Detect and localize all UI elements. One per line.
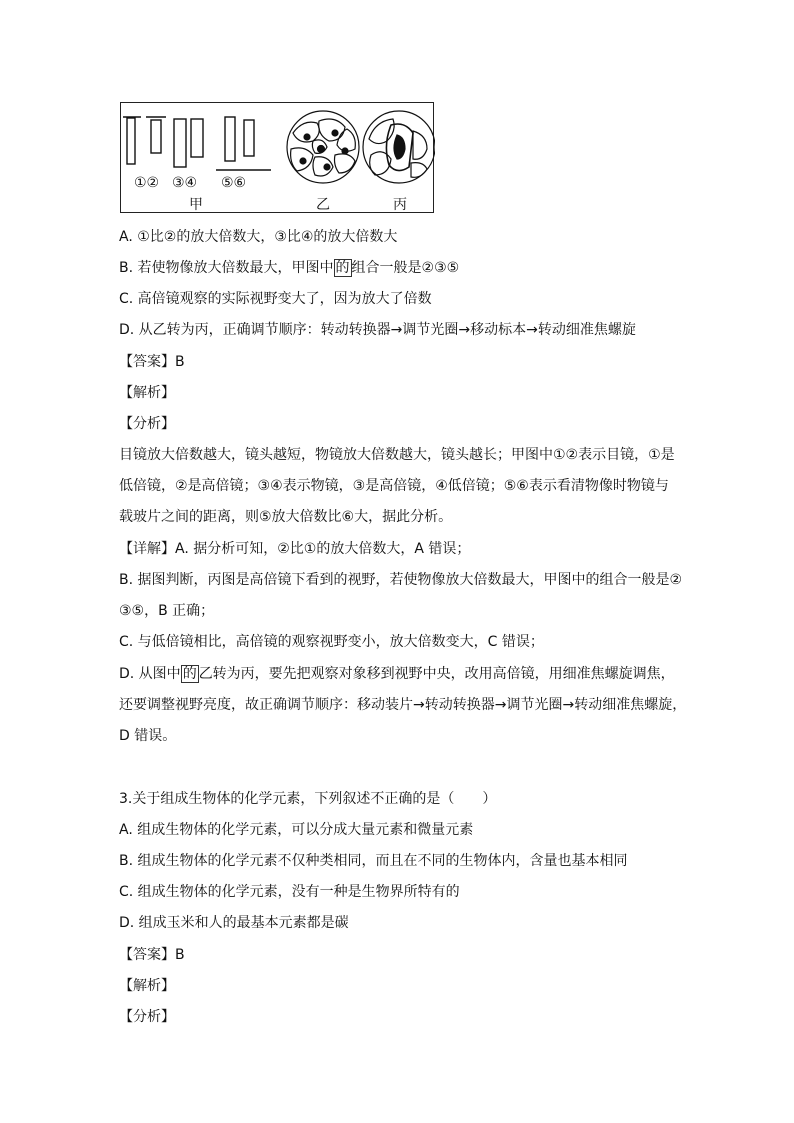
q2-answer: 【答案】B <box>119 354 185 370</box>
q3-jiexi-heading: 【解析】 <box>119 978 175 994</box>
q3-option-d: D. 组成玉米和人的最基本元素都是碳 <box>119 915 349 931</box>
q3-fenxi-heading: 【分析】 <box>119 1009 175 1025</box>
q3-stem: 3.关于组成生物体的化学元素，下列叙述不正确的是（ ） <box>119 791 497 807</box>
field-of-view-yi-icon <box>287 111 359 183</box>
q2-detail-line-5-post: 乙转为丙，要先把观察对象移到视野中央，改用高倍镜，用细准焦螺旋调焦， <box>198 666 675 682</box>
q2-analysis-line-1: 目镜放大倍数越大，镜头越短，物镜放大倍数越大，镜头越长；甲图中①②表示目镜，①是 <box>119 447 675 463</box>
field-of-view-bing-icon <box>363 111 435 183</box>
q2-detail-line-5-pre: D. 从图中 <box>119 666 181 682</box>
lens-3-icon <box>174 119 186 167</box>
q2-detail-line-5-boxed-char: 的 <box>182 666 197 682</box>
lens-label-1-2: ①② <box>134 175 160 191</box>
q2-analysis-line-2: 低倍镜，②是高倍镜；③④表示物镜，③是高倍镜，④低倍镜；⑤⑥表示看清物像时物镜与 <box>119 478 669 494</box>
lens-4-icon <box>191 119 203 157</box>
q2-jiexi-heading: 【解析】 <box>119 385 175 401</box>
q2-option-b-boxed-char: 的 <box>335 260 350 276</box>
q2-detail-line-7: D 错误。 <box>119 728 177 744</box>
q2-option-a: A. ①比②的放大倍数大，③比④的放大倍数大 <box>119 229 398 245</box>
q2-detail-line-2: B. 据图判断，丙图是高倍镜下看到的视野，若使物像放大倍数最大，甲图中的组合一般是② <box>119 572 683 588</box>
q2-option-b-text-post: 组合一般是②③⑤ <box>351 260 460 276</box>
q2-detail-line-3: ③⑤，B 正确； <box>119 603 215 619</box>
q3-option-b: B. 组成生物体的化学元素不仅种类相同，而且在不同的生物体内，含量也基本相同 <box>119 853 628 869</box>
objective-distance-icon <box>216 117 271 170</box>
q2-option-d: D. 从乙转为丙，正确调节顺序：转动转换器→调节光圈→移动标本→转动细准焦螺旋 <box>119 322 636 338</box>
q2-option-b <box>119 258 459 278</box>
q2-fenxi-heading: 【分析】 <box>119 416 175 432</box>
q3-option-a: A. 组成生物体的化学元素，可以分成大量元素和微量元素 <box>119 822 474 838</box>
figure-label-yi: 乙 <box>316 197 330 213</box>
q2-detail-line-4: C. 与低倍镜相比，高倍镜的观察视野变小，放大倍数变大，C 错误； <box>119 634 544 650</box>
q2-detail-line-1: 【详解】A. 据分析可知，②比①的放大倍数大，A 错误； <box>119 541 471 557</box>
figure-label-bing: 丙 <box>393 197 407 213</box>
q2-detail-line-6: 还要调整视野亮度，故正确调节顺序：移动装片→转动转换器→调节光圈→转动细准焦螺旋， <box>119 697 687 713</box>
figure-label-jia: 甲 <box>189 197 203 213</box>
q3-answer: 【答案】B <box>119 947 185 963</box>
lens-label-3-4: ③④ <box>172 175 198 191</box>
lens-label-5-6: ⑤⑥ <box>221 175 247 191</box>
q2-analysis-line-3: 载玻片之间的距离，则⑤放大倍数比⑥大，据此分析。 <box>119 509 453 525</box>
q2-option-c: C. 高倍镜观察的实际视野变大了，因为放大了倍数 <box>119 291 432 307</box>
microscope-figure <box>120 102 434 213</box>
q2-option-b-text-pre: B. 若使物像放大倍数最大，甲图中 <box>119 260 334 276</box>
q2-detail-line-5 <box>119 664 675 684</box>
figure-drawing <box>121 103 435 214</box>
lens-1-icon <box>123 117 141 164</box>
q3-option-c: C. 组成生物体的化学元素，没有一种是生物界所特有的 <box>119 884 460 900</box>
lens-2-icon <box>146 117 166 153</box>
